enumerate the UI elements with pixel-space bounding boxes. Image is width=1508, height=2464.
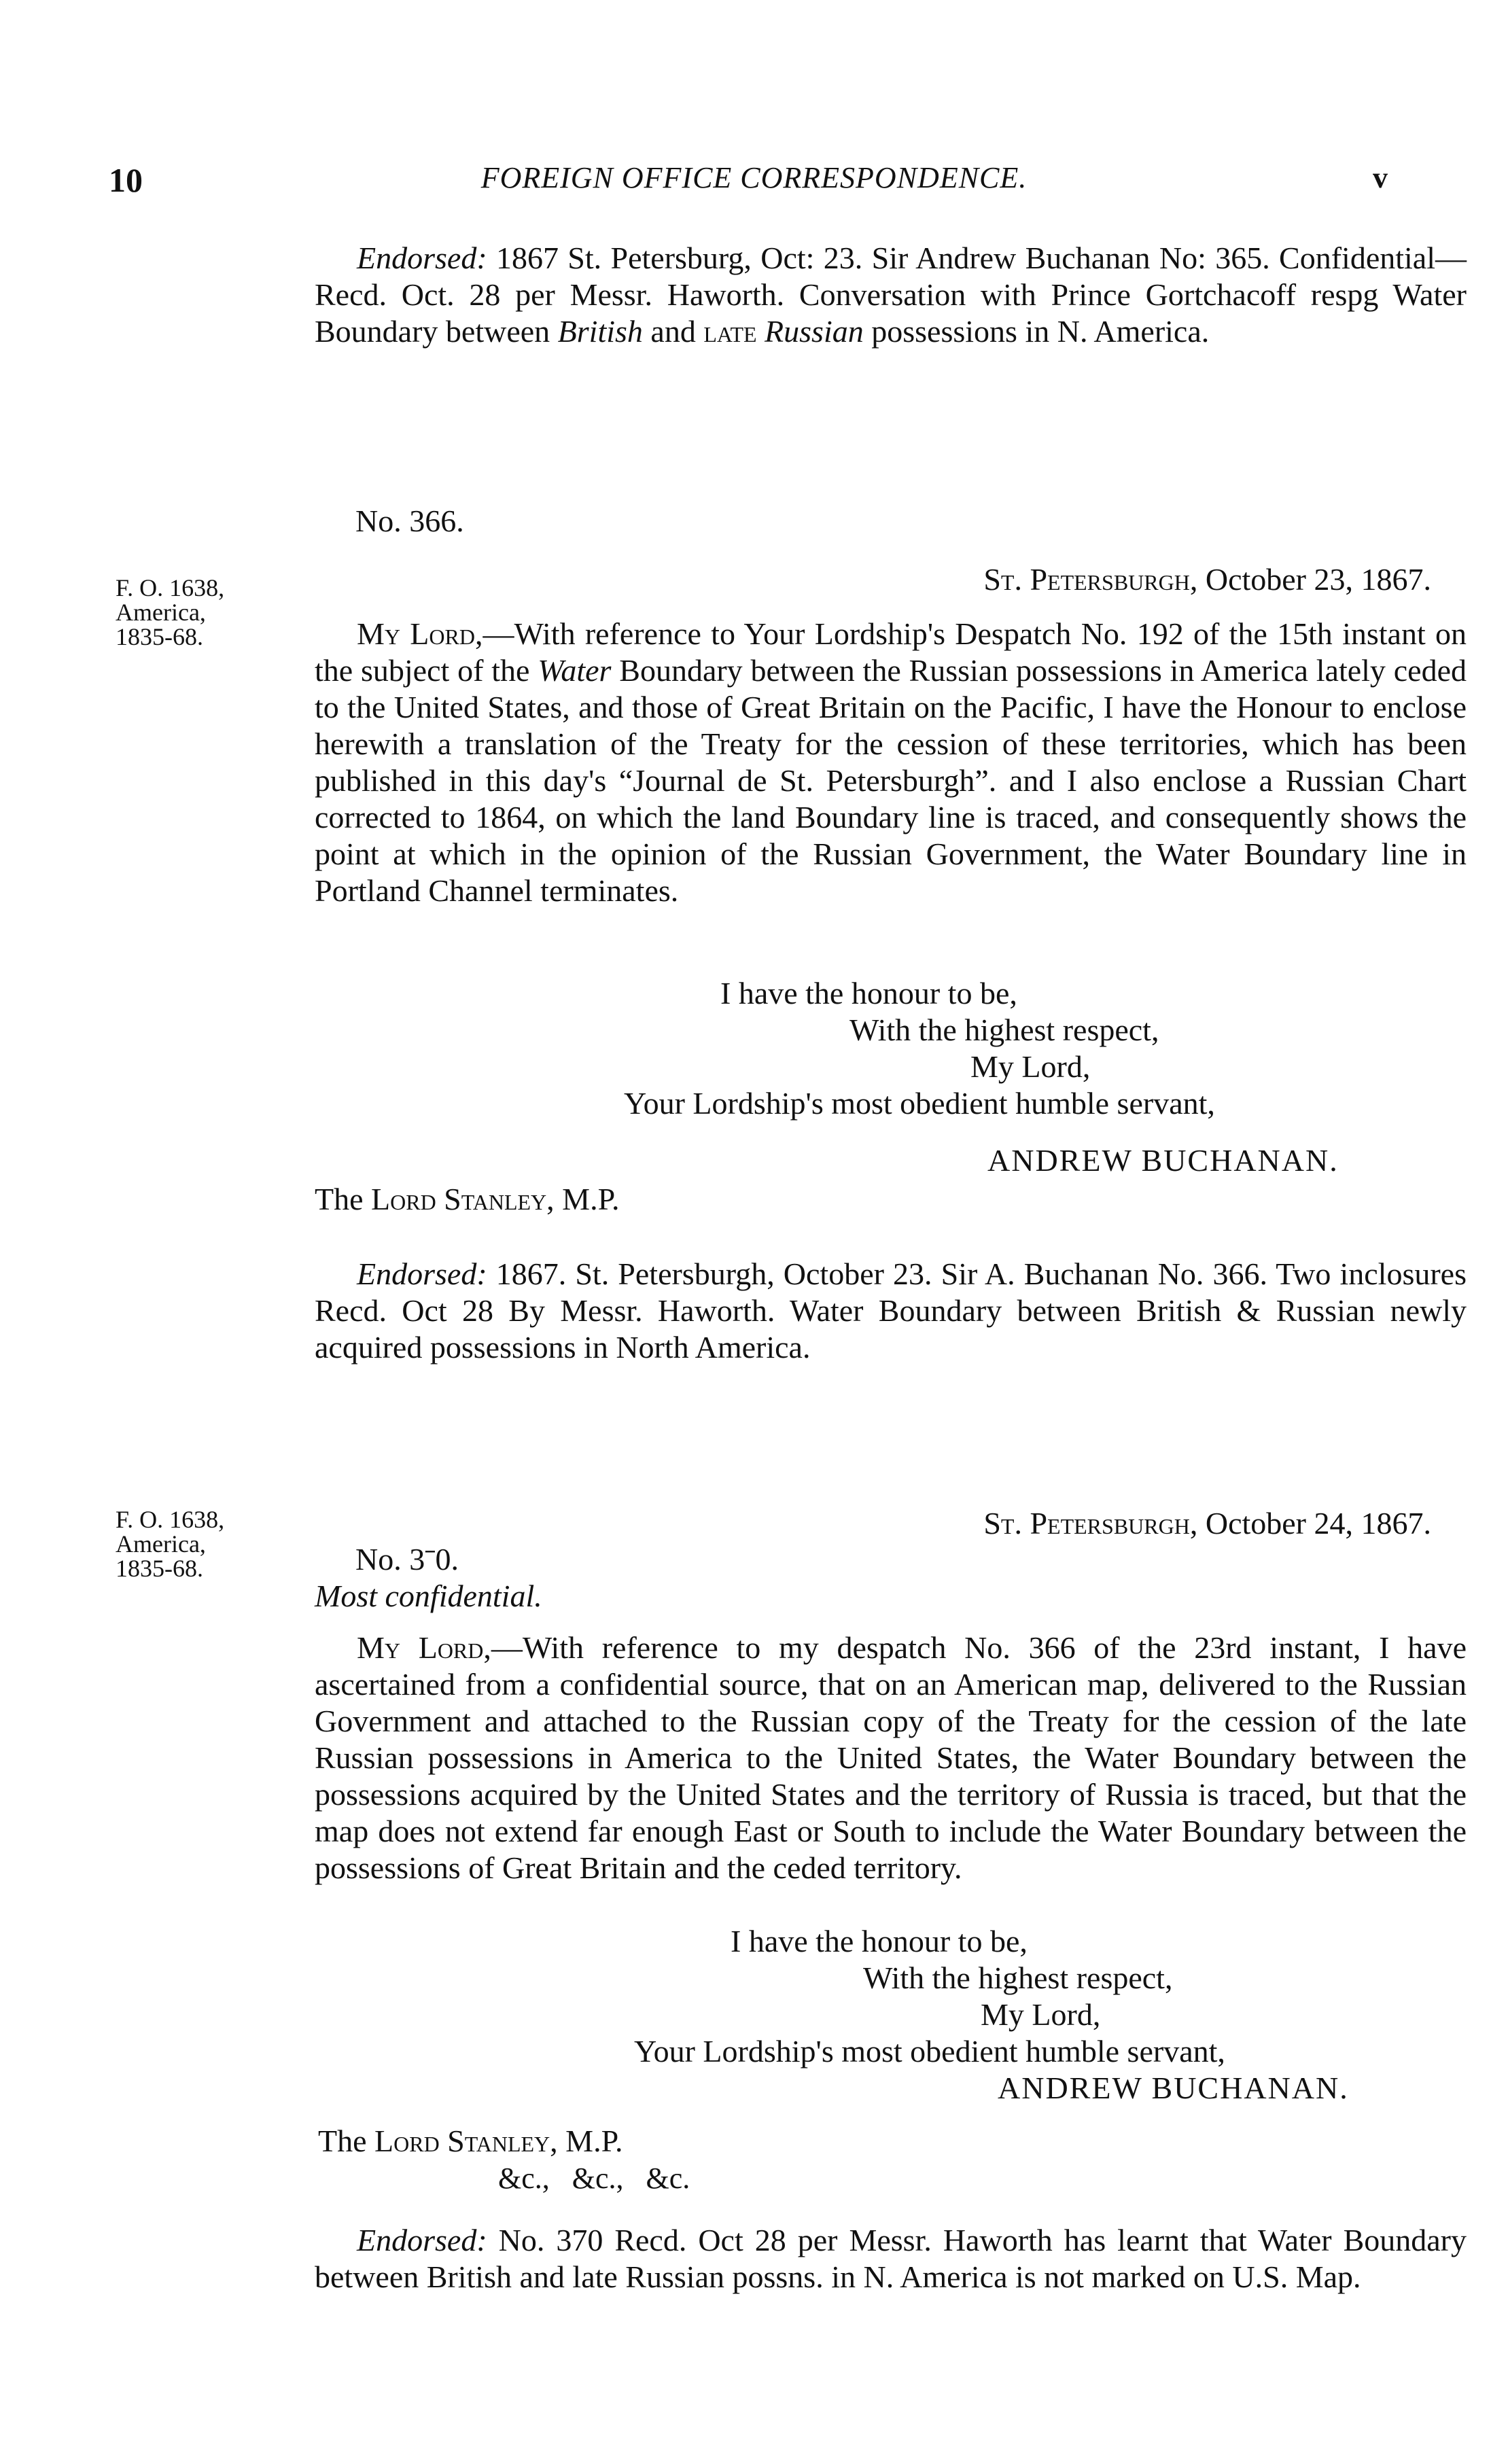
salutation: My Lord,: [357, 1630, 491, 1665]
addressee: The Lord Stanley, M.P.: [315, 1182, 620, 1216]
endorsed-label: Endorsed:: [357, 2223, 487, 2257]
endorsed-label: Endorsed:: [357, 241, 487, 275]
letter-number: No. 3ˉ0.: [355, 1542, 459, 1577]
dateline: St. Petersburgh, October 24, 1867.: [983, 1506, 1431, 1541]
endorsement-2: Endorsed: 1867. St. Petersburgh, October 23. Sir A. Buchanan No. 366. Two inclosures Recd. Oct 28 By Messr. Haworth. Water Boundary between British & Russian newly acquired possessions in North America.: [315, 1256, 1467, 1365]
margin-reference: F. O. 1638, America, 1835-68.: [116, 1506, 225, 1582]
margin-reference: F. O. 1638, America, 1835-68.: [116, 574, 225, 650]
dateline: St. Petersburgh, October 23, 1867.: [983, 562, 1431, 597]
letter-body: My Lord,—With reference to Your Lordship's Despatch No. 192 of the 15th instant on the subject of the Water Boundary between the Russian possessions in America lately ceded to the United States, and those of Great Britain on the Pacific, I have the Honour to enclose herewith a translation of the Treaty for the cession of these territories, which has been published in this day's “Journal de St. Petersburgh”. and I also enclose a Russian Chart corrected to 1864, on which the land Boundary line is traced, and consequently shows the point at which in the opinion of the Russian Government, the Water Boundary line in Portland Channel terminates.: [315, 616, 1467, 908]
letter-number: No. 366.: [355, 504, 464, 538]
signature: ANDREW BUCHANAN.: [998, 2071, 1349, 2105]
letter-body: My Lord,—With reference to my despatch No. 366 of the 23rd instant, I have ascertained from a confidential source, that on an American map, delivered to the Russian Government and attached to the Russian copy of the Treaty for the cession of the late Russian possessions in America to the United States, the Water Boundary between the possessions acquired by the United States and the territory of Russia is traced, but that the map does not extend far enough East or South to include the Water Boundary between the possessions of Great Britain and the ceded territory.: [315, 1630, 1467, 1885]
addressee: The Lord Stanley, M.P.: [318, 2124, 623, 2158]
endorsement-1: Endorsed: 1867 St. Petersburg, Oct: 23. Sir Andrew Buchanan No: 365. Confidential—Recd. Oct. 28 per Messr. Haworth. Conversation with Prince Gortchacoff respg Water Boundary between British and late Russian possessions in N. America.: [315, 241, 1467, 349]
page-number: 10: [109, 161, 143, 199]
signature: ANDREW BUCHANAN.: [987, 1143, 1339, 1178]
endorsed-label: Endorsed:: [357, 1256, 487, 1291]
signature-mark: v: [1373, 161, 1388, 194]
endorsement-3: Endorsed: No. 370 Recd. Oct 28 per Messr. Haworth has learnt that Water Boundary between British and late Russian possns. in N. America is not marked on U.S. Map.: [315, 2223, 1467, 2294]
salutation: My Lord,: [357, 616, 483, 651]
et-cetera: &c., &c., &c.: [498, 2162, 690, 2195]
running-title: FOREIGN OFFICE CORRESPONDENCE.: [480, 161, 1028, 194]
classification: Most confidential.: [315, 1579, 542, 1613]
